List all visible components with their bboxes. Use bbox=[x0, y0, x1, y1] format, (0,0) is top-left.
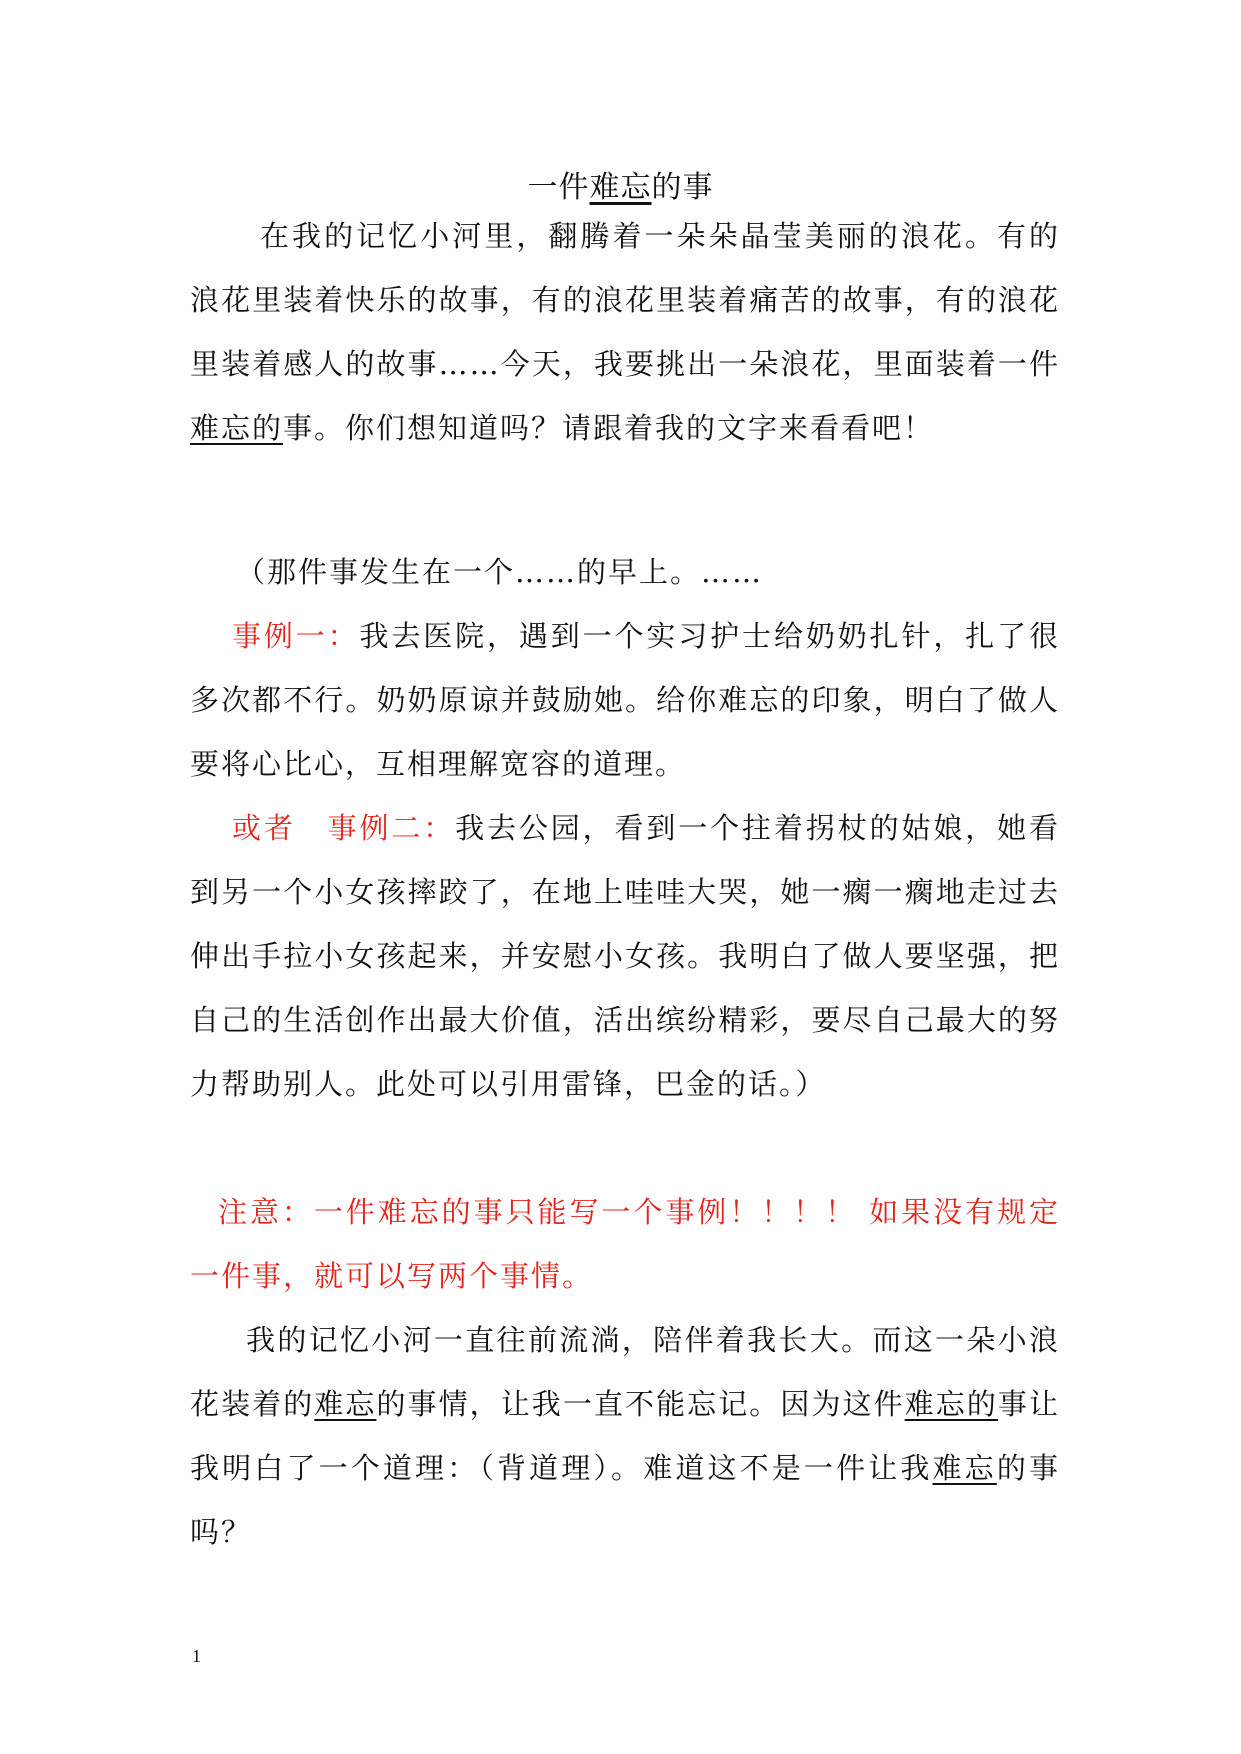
conclusion-s4: 的事吗？ bbox=[190, 1451, 1060, 1549]
note-text: 注意：一件难忘的事只能写一个事例！！！！ 如果没有规定一件事，就可以写两个事情。 bbox=[190, 1195, 1060, 1293]
example-2-paragraph bbox=[190, 796, 1060, 1116]
conclusion-s1: 我的记忆小河一直往前流淌，陪伴着我长大。而这一朵小浪花装着的 bbox=[190, 1323, 1060, 1421]
opening-line: （那件事发生在一个……的早上。…… bbox=[236, 555, 764, 589]
example-2-label: 或者 事例二： bbox=[232, 811, 456, 845]
conclusion-paragraph bbox=[190, 1308, 1060, 1564]
example-1-text: 我去医院，遇到一个实习护士给奶奶扎针，扎了很多次都不行。奶奶原谅并鼓励她。给你难忘的印象，明白了做人要将心比心，互相理解宽容的道理。 bbox=[190, 619, 1060, 781]
conclusion-s2: 的事情，让我一直不能忘记。因为这件 bbox=[376, 1387, 905, 1421]
conclusion-s3: 事让我明白了一个道理：（背道理）。难道这不是一件让我 bbox=[190, 1387, 1060, 1485]
page-number: 1 bbox=[192, 1646, 201, 1666]
title-part-1: 一件 bbox=[527, 170, 590, 205]
intro-text-a: 在我的记忆小河里，翻腾着一朵朵晶莹美丽的浪花。有的浪花里装着快乐的故事，有的浪花里装着痛苦的故事，有的浪花里装着感人的故事……今天，我要挑出一朵浪花，里面装着一件 bbox=[190, 219, 1060, 381]
intro-text-b: 事。你们想知道吗？请跟着我的文字来看看吧！ bbox=[283, 411, 935, 445]
example-1-paragraph bbox=[190, 604, 1060, 796]
opening-paragraph bbox=[190, 540, 1060, 604]
intro-paragraph bbox=[190, 204, 1060, 460]
essay-title bbox=[0, 162, 1241, 206]
conclusion-u2: 难忘的 bbox=[904, 1387, 998, 1421]
example-1-label: 事例一： bbox=[232, 619, 360, 653]
title-part-2: 的事 bbox=[651, 170, 714, 205]
intro-underlined: 难忘的 bbox=[190, 411, 284, 445]
conclusion-u3: 难忘 bbox=[932, 1451, 997, 1485]
conclusion-u1: 难忘 bbox=[314, 1387, 377, 1421]
example-2-text: 我去公园，看到一个拄着拐杖的姑娘，她看到另一个小女孩摔跤了，在地上哇哇大哭，她一瘸一瘸地走过去伸出手拉小女孩起来，并安慰小女孩。我明白了做人要坚强，把自己的生活创作出最大价值，活出缤纷精彩，要尽自己最大的努力帮助别人。此处可以引用雷锋，巴金的话。） bbox=[190, 811, 1060, 1101]
title-underlined: 难忘 bbox=[589, 170, 652, 205]
note-paragraph bbox=[190, 1180, 1060, 1308]
